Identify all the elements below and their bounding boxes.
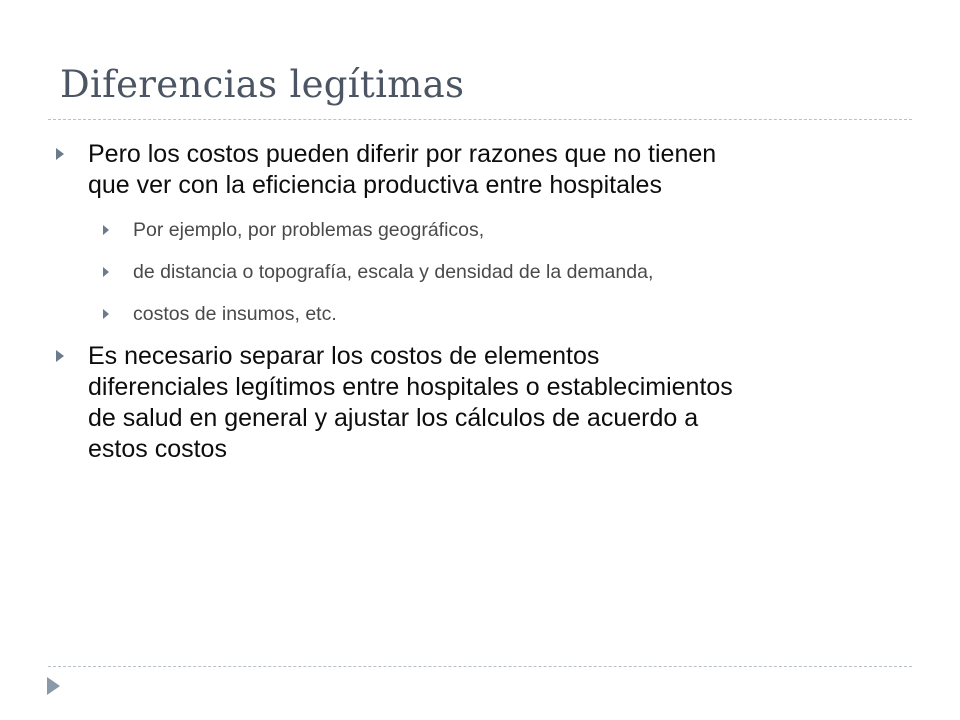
sub-bullet-item-3	[101, 302, 916, 344]
footer-divider	[48, 666, 912, 667]
sub-bullet-item-2	[101, 260, 916, 302]
bullet-1-line-2: que ver con la eficiencia productiva entre hospitales	[88, 171, 662, 199]
bullet-2-line-1: Es necesario separar los costos de elementos	[88, 342, 600, 370]
sub-bullet-list	[56, 218, 916, 344]
bullet-2-line-2: diferenciales legítimos entre hospitales o establecimientos	[88, 373, 733, 401]
sub-bullet-1-text: Por ejemplo, por problemas geográficos,	[133, 219, 485, 241]
corner-triangle-icon	[47, 677, 60, 695]
sub-bullet-2-text: de distancia o topografía, escala y densidad de la demanda,	[133, 261, 654, 283]
sub-bullet-item-1	[101, 218, 916, 260]
bullet-list	[56, 139, 916, 201]
slide-title: Diferencias legítimas	[60, 63, 465, 106]
bullet-2-line-3: de salud en general y ajustar los cálculos de acuerdo a	[88, 404, 699, 432]
triangle-bullet-icon	[103, 309, 109, 319]
triangle-bullet-icon	[56, 350, 64, 362]
bullet-list-2	[56, 341, 916, 465]
bullet-item-1	[56, 139, 916, 201]
title-divider	[48, 119, 912, 120]
bullet-2-line-4: estos costos	[88, 435, 227, 463]
triangle-bullet-icon	[103, 267, 109, 277]
triangle-bullet-icon	[56, 148, 64, 160]
bullet-item-2	[56, 341, 916, 465]
sub-bullet-3-text: costos de insumos, etc.	[133, 303, 337, 325]
triangle-bullet-icon	[103, 225, 109, 235]
bullet-1-line-1: Pero los costos pueden diferir por razones que no tienen	[88, 140, 717, 168]
sub-bullet-wrapper	[56, 218, 916, 344]
